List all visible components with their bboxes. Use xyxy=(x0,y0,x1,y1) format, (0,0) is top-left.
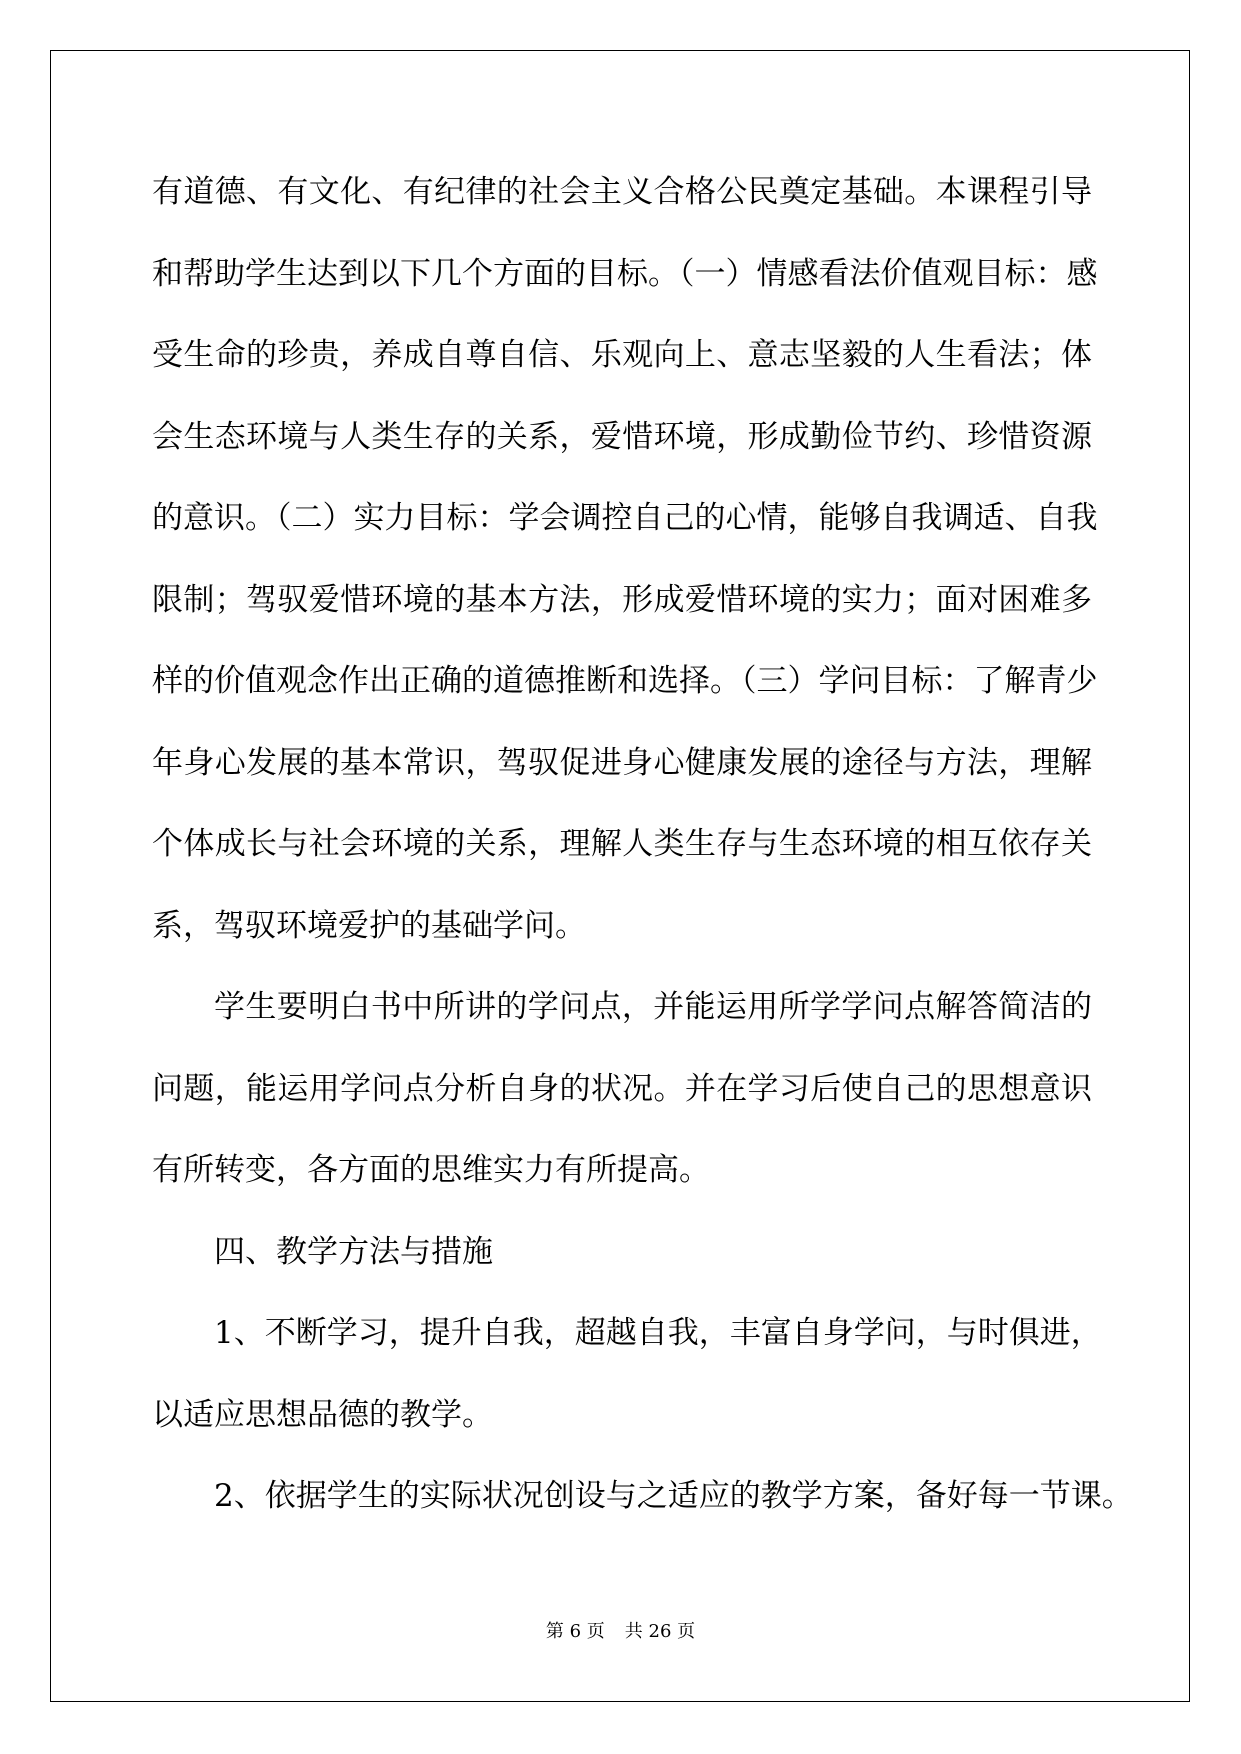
paragraph xyxy=(152,1293,1102,1456)
text-line: 系，驾驭环境爱护的基础学问。 xyxy=(152,907,586,944)
paragraph xyxy=(152,1212,1092,1294)
text-line: 个体成长与社会环境的关系，理解人类生存与生态环境的相互依存关 xyxy=(152,826,1092,862)
page-number: 第 6 页 xyxy=(545,1621,605,1642)
text-line: 样的价值观念作出正确的道德推断和选择。（三）学问目标：了解青少 xyxy=(152,663,1098,699)
text-line: 2、依据学生的实际状况创设与之适应的教学方案，备好每一节课。 xyxy=(214,1478,1133,1514)
document-body xyxy=(152,152,1133,1538)
text-line: 年身心发展的基本常识，驾驭促进身心健康发展的途径与方法，理解 xyxy=(152,744,1092,781)
paragraph xyxy=(152,967,1092,1212)
page-total: 共 26 页 xyxy=(624,1621,696,1642)
text-line: 限制；驾驭爱惜环境的基本方法，形成爱惜环境的实力；面对困难多 xyxy=(152,581,1092,618)
text-line: 学生要明白书中所讲的学问点，并能运用所学学问点解答简洁的 xyxy=(214,989,1092,1025)
text-line: 以适应思想品德的教学。 xyxy=(152,1396,493,1433)
text-line: 的意识。（二）实力目标：学会调控自己的心情，能够自我调适、自我 xyxy=(152,500,1098,536)
text-line: 1、不断学习，提升自我，超越自我，丰富自身学问，与时俱进， xyxy=(214,1315,1102,1351)
page-footer xyxy=(0,1620,1241,1644)
text-line: 四、教学方法与措施 xyxy=(214,1233,493,1270)
text-line: 有道德、有文化、有纪律的社会主义合格公民奠定基础。本课程引导 xyxy=(152,174,1092,210)
text-line: 有所转变，各方面的思维实力有所提高。 xyxy=(152,1152,710,1188)
text-line: 和帮助学生达到以下几个方面的目标。（一）情感看法价值观目标：感 xyxy=(152,255,1098,292)
paragraph xyxy=(152,152,1098,967)
paragraph xyxy=(152,1456,1133,1538)
text-line: 受生命的珍贵，养成自尊自信、乐观向上、意志坚毅的人生看法；体 xyxy=(152,337,1092,373)
text-line: 会生态环境与人类生存的关系，爱惜环境，形成勤俭节约、珍惜资源 xyxy=(152,418,1092,455)
text-line: 问题，能运用学问点分析自身的状况。并在学习后使自己的思想意识 xyxy=(152,1070,1092,1107)
